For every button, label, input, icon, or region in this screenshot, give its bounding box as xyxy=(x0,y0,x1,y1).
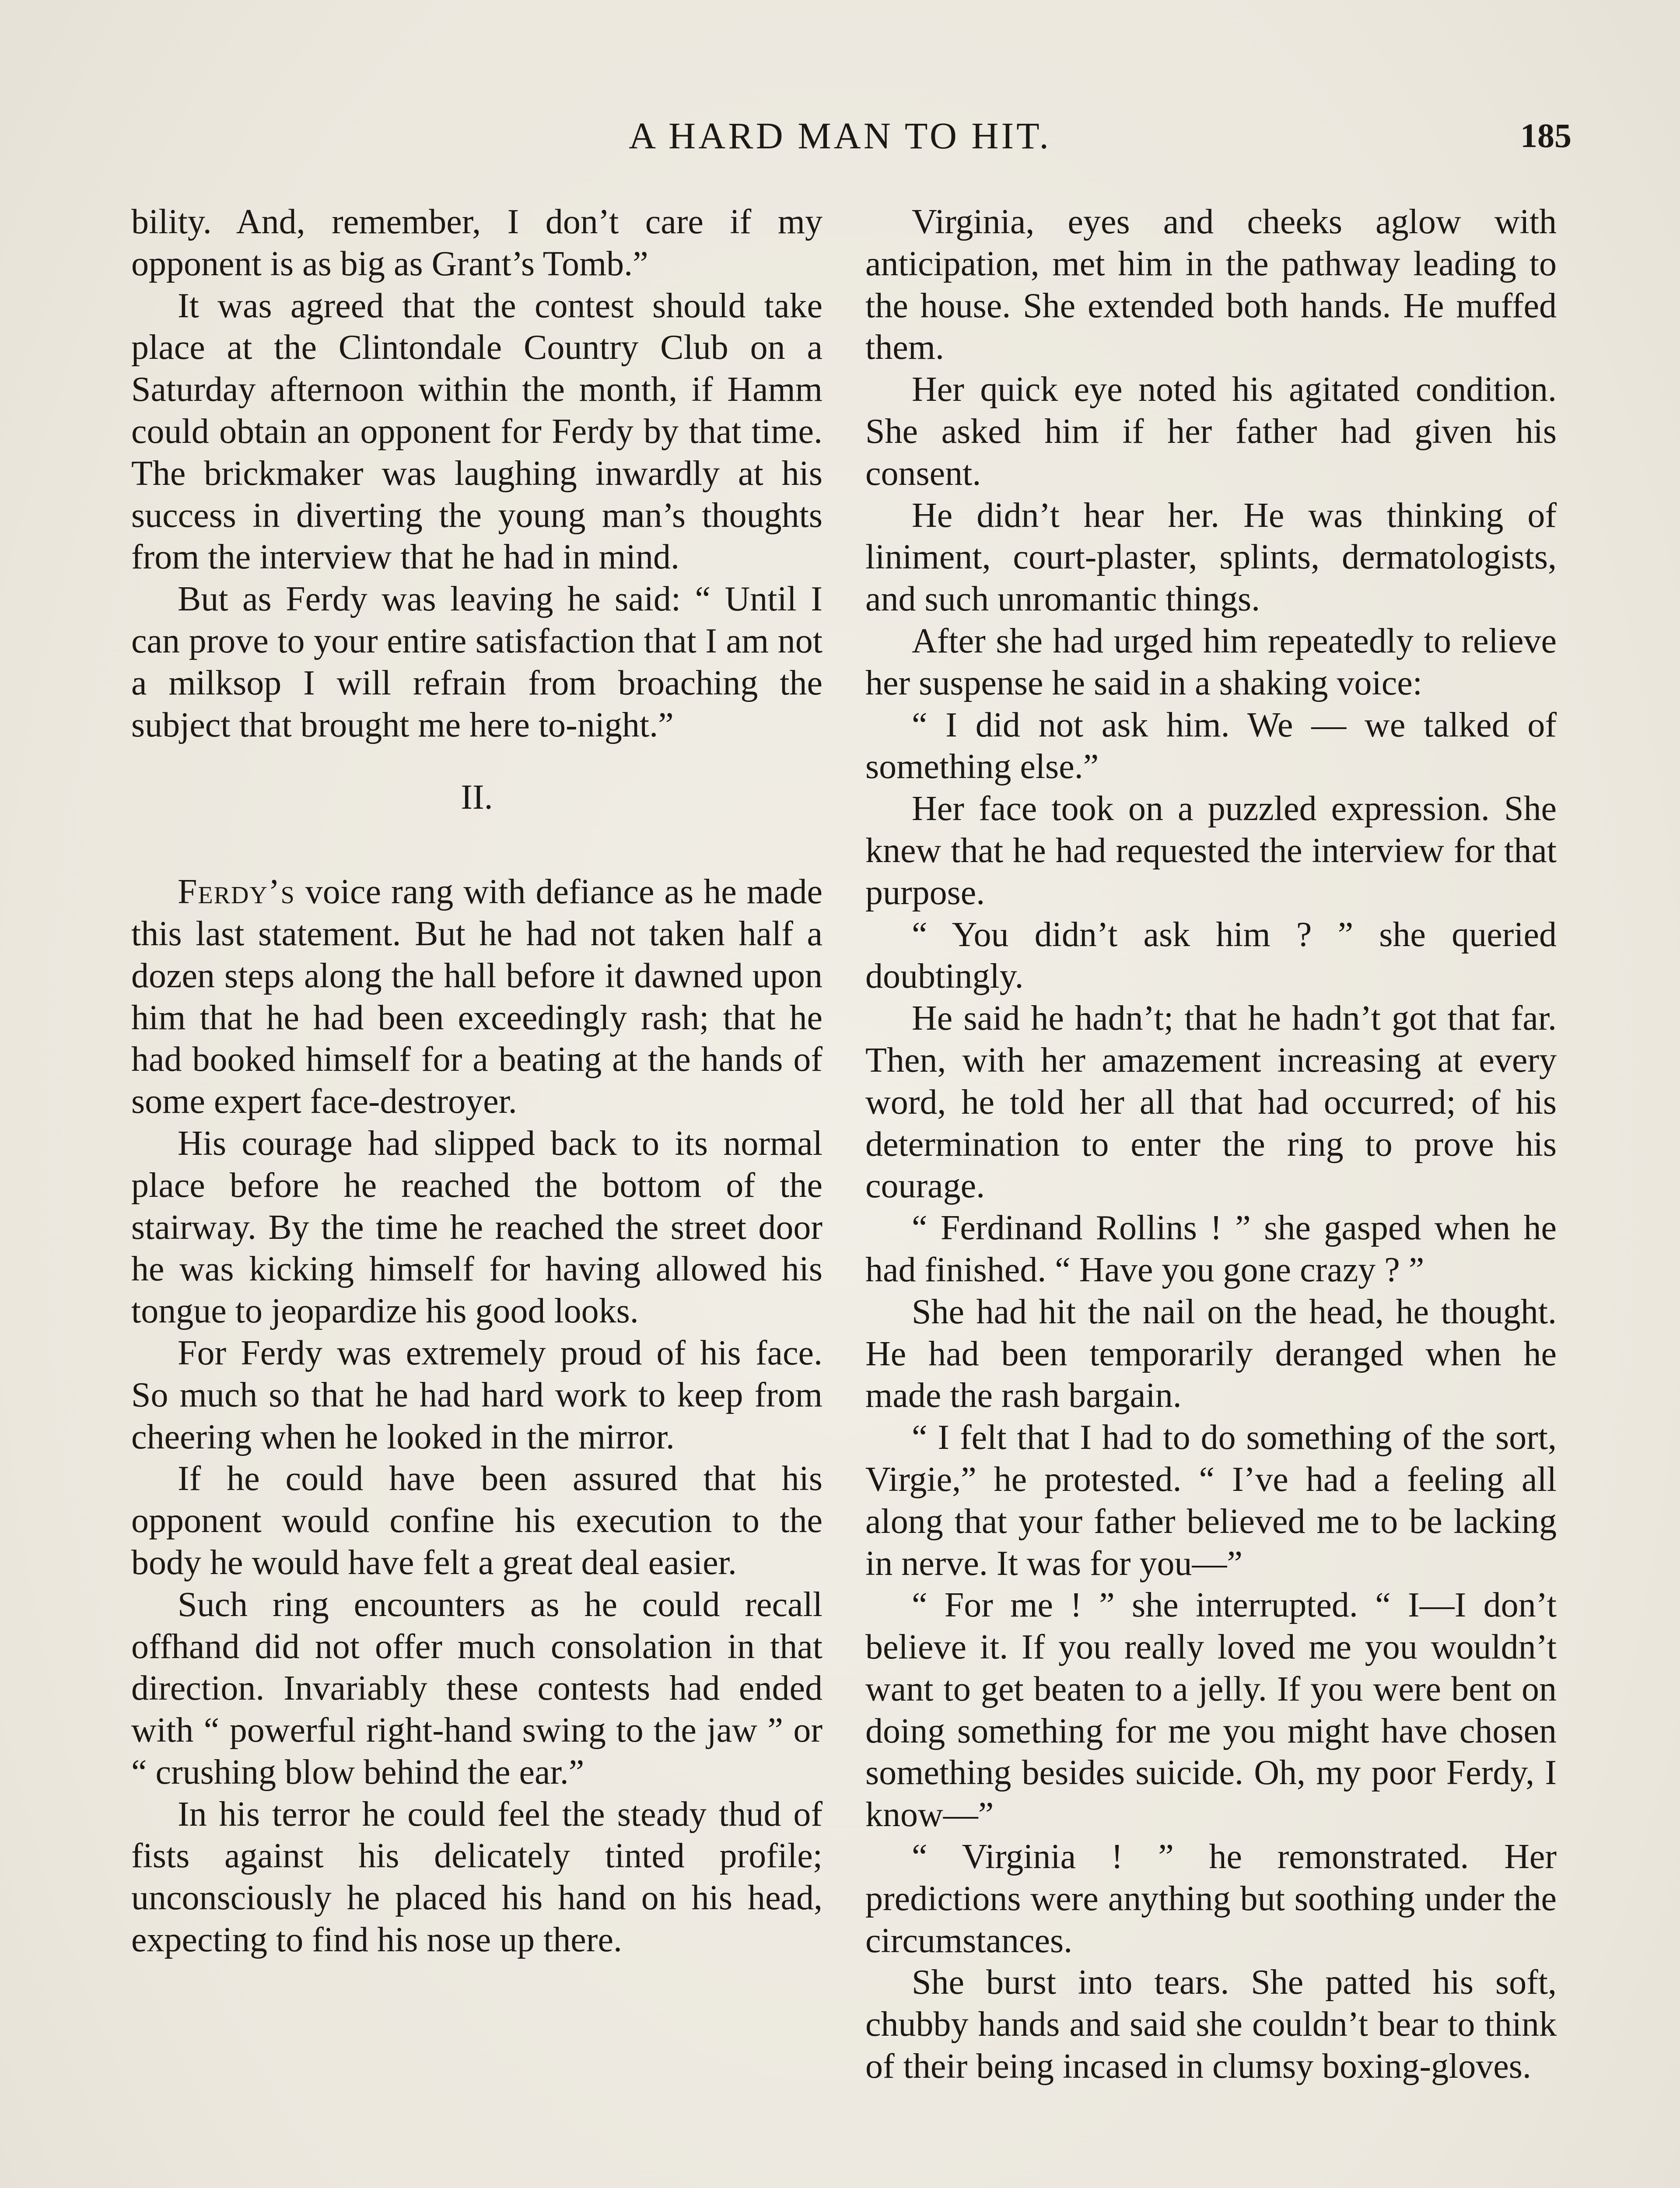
paragraph: Such ring encounters as he could recall offhand did not offer much consolation in that direction. Invariably these contests had ended with “ powerful right-hand swing to the jaw ” or “ crushing blow behind the ear.” xyxy=(131,1585,822,1792)
running-head xyxy=(131,112,1572,160)
section-opening-word: Ferdy’s xyxy=(178,873,295,912)
paragraph: For Ferdy was extremely proud of his face. So much so that he had hard work to keep from cheering when he looked in the mirror. xyxy=(131,1333,822,1456)
paragraph: It was agreed that the contest should take place at the Clintondale Country Club on a Saturday afternoon within the month, if Hamm could obtain an opponent for Ferdy by that time. The brickmaker was laughing inwardly at his success in diverting the young man’s thoughts from the interview that he had in mind. xyxy=(131,286,822,577)
paragraph: “ For me ! ” she interrupted. “ I—I don’t believe it. If you really loved me you wouldn’t want to get beaten to a jelly. If you were bent on doing something for me you might have chosen something besides suicide. Oh, my poor Ferdy, I know—” xyxy=(865,1586,1557,1834)
right-column xyxy=(865,201,1557,2088)
paragraph: He didn’t hear her. He was thinking of liniment, court-plaster, splints, dermatologists, and such unromantic things. xyxy=(865,496,1557,619)
paragraph: “ Virginia ! ” he remonstrated. Her predictions were anything but soothing under the circumstances. xyxy=(865,1837,1557,1960)
running-title: A HARD MAN TO HIT. xyxy=(629,115,1051,157)
paragraph: She had hit the nail on the head, he thought. He had been temporarily deranged when he made the rash bargain. xyxy=(865,1292,1557,1415)
paragraph: After she had urged him repeatedly to relieve her suspense he said in a shaking voice: xyxy=(865,621,1557,702)
paragraph: He said he hadn’t; that he hadn’t got that far. Then, with her amazement increasing at every word, he told her all that had occurred; of his determination to enter the ring to prove his courage. xyxy=(865,999,1557,1206)
paragraph: His courage had slipped back to its normal place before he reached the bottom of the stairway. By the time he reached the street door he was kicking himself for having allowed his tongue to jeopardize his good looks. xyxy=(131,1124,822,1331)
paragraph: “ You didn’t ask him ? ” she queried doubtingly. xyxy=(865,915,1557,996)
paragraph: Her quick eye noted his agitated condition. She asked him if her father had given his consent. xyxy=(865,370,1557,493)
paragraph: But as Ferdy was leaving he said: “ Until I can prove to your entire satisfaction that I am not a milksop I will refrain from broaching the subject that brought me here to-night.” xyxy=(131,580,822,744)
section-opening-paragraph xyxy=(131,871,822,1123)
paragraph: She burst into tears. She patted his soft, chubby hands and said she couldn’t bear to think of their being incased in clumsy boxing-gloves. xyxy=(865,1963,1557,2086)
paragraph: Her face took on a puzzled expression. She knew that he had requested the interview for that purpose. xyxy=(865,789,1557,912)
section-heading: II. xyxy=(461,778,493,817)
paragraph: “ I did not ask him. We — we talked of something else.” xyxy=(865,705,1557,786)
paragraph: “ Ferdinand Rollins ! ” she gasped when he had finished. “ Have you gone crazy ? ” xyxy=(865,1209,1557,1289)
paragraph: In his terror he could feel the steady thud of fists against his delicately tinted profile; unconsciously he placed his hand on his head, expecting to find his nose up there. xyxy=(131,1795,822,1960)
section-opening-text: voice rang with defiance as he made this last statement. But he had not taken half a dozen steps along the hall before it dawned upon him that he had been exceedingly rash; that he had booked himself for a beating at the hands of some expert face-destroyer. xyxy=(131,873,822,1121)
paragraph: bility. And, remember, I don’t care if my opponent is as big as Grant’s Tomb.” xyxy=(131,203,822,283)
page-number: 185 xyxy=(1520,116,1572,154)
left-column xyxy=(131,201,822,1961)
paragraph: Virginia, eyes and cheeks aglow with anticipation, met him in the pathway leading to the house. She extended both hands. He muffed them. xyxy=(865,203,1557,367)
paragraph: “ I felt that I had to do something of the sort, Virgie,” he protested. “ I’ve had a feeling all along that your father believed me to be lacking in nerve. It was for you—” xyxy=(865,1418,1557,1583)
paragraph: If he could have been assured that his opponent would confine his execution to the body he would have felt a great deal easier. xyxy=(131,1459,822,1582)
